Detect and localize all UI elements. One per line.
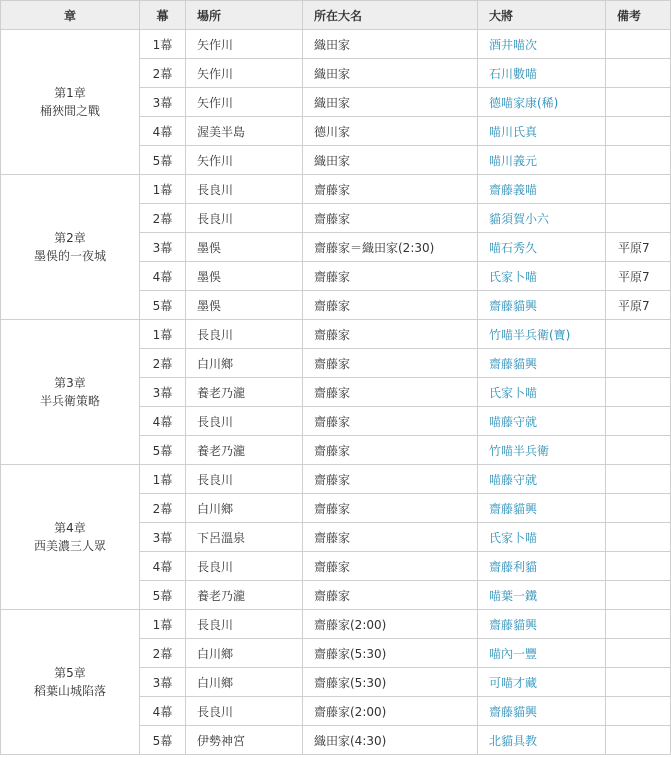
place-cell: 白川鄉 [186,668,303,697]
chapter-title: 西美濃三人眾 [33,539,106,553]
general-cell [478,639,606,668]
general-cell [478,436,606,465]
note-cell [606,204,671,233]
daimyo-cell: 織田家(4:30) [303,726,478,755]
note-cell: 平原7 [606,291,671,320]
general-cell [478,697,606,726]
table-row [1,30,671,59]
act-cell: 5幕 [140,726,186,755]
note-cell [606,349,671,378]
daimyo-cell: 齋藤家(2:00) [303,697,478,726]
daimyo-cell: 齋藤家 [303,407,478,436]
table-row [1,610,671,639]
header-chapter: 章 [1,1,140,30]
header-daimyo: 所在大名 [303,1,478,30]
daimyo-cell: 德川家 [303,117,478,146]
note-cell [606,407,671,436]
general-link[interactable]: 德喵家康(稀) [489,95,559,110]
place-cell: 矢作川 [186,88,303,117]
header-note: 備考 [606,1,671,30]
general-link[interactable]: 竹喵半兵衛 [489,443,550,458]
act-cell: 5幕 [140,436,186,465]
note-cell [606,581,671,610]
general-cell [478,146,606,175]
table-row [1,175,671,204]
general-link[interactable]: 氏家卜喵 [489,530,538,545]
header-row [1,1,671,30]
place-cell: 長良川 [186,320,303,349]
act-cell: 2幕 [140,59,186,88]
general-link[interactable]: 喵葉一鐵 [489,588,538,603]
general-cell [478,30,606,59]
general-link[interactable]: 齋藤貓興 [489,501,538,516]
general-cell [478,88,606,117]
place-cell: 養老乃瀧 [186,378,303,407]
place-cell: 矢作川 [186,59,303,88]
general-link[interactable]: 齋藤貓興 [489,298,538,313]
daimyo-cell: 齋藤家 [303,581,478,610]
note-cell [606,146,671,175]
general-cell [478,262,606,291]
place-cell: 白川鄉 [186,349,303,378]
act-cell: 3幕 [140,88,186,117]
daimyo-cell: 齋藤家 [303,320,478,349]
place-cell: 長良川 [186,465,303,494]
act-cell: 5幕 [140,146,186,175]
place-cell: 養老乃瀧 [186,581,303,610]
note-cell [606,494,671,523]
daimyo-cell: 齋藤家 [303,523,478,552]
daimyo-cell: 齋藤家 [303,262,478,291]
note-cell [606,436,671,465]
act-cell: 1幕 [140,175,186,204]
general-cell [478,349,606,378]
act-cell: 2幕 [140,349,186,378]
chapter-cell [1,465,140,610]
note-cell: 平原7 [606,262,671,291]
place-cell: 矢作川 [186,30,303,59]
act-cell: 1幕 [140,465,186,494]
place-cell: 白川鄉 [186,639,303,668]
note-cell [606,175,671,204]
place-cell: 墨俁 [186,291,303,320]
general-link[interactable]: 氏家卜喵 [489,385,538,400]
general-link[interactable]: 喵川氏真 [489,124,538,139]
chapter-cell [1,320,140,465]
place-cell: 矢作川 [186,146,303,175]
act-cell: 1幕 [140,320,186,349]
chapter-title: 稻葉山城陷落 [33,684,106,698]
general-link[interactable]: 石川數喵 [489,66,538,81]
place-cell: 墨俁 [186,233,303,262]
daimyo-cell: 齋藤家 [303,494,478,523]
general-link[interactable]: 齋藤貓興 [489,704,538,719]
general-link[interactable]: 竹喵半兵衛(寶) [489,327,571,342]
table-row [1,320,671,349]
general-cell [478,523,606,552]
daimyo-cell: 齋藤家(5:30) [303,668,478,697]
general-link[interactable]: 酒井喵次 [489,37,538,52]
general-cell [478,233,606,262]
daimyo-cell: 齋藤家 [303,204,478,233]
act-cell: 4幕 [140,262,186,291]
chapter-title: 桶狹間之戰 [39,104,100,118]
act-cell: 4幕 [140,407,186,436]
daimyo-cell: 齋藤家 [303,436,478,465]
general-link[interactable]: 喵石秀久 [489,240,538,255]
place-cell: 墨俁 [186,262,303,291]
daimyo-cell: 齋藤家 [303,349,478,378]
daimyo-cell: 齋藤家(5:30) [303,639,478,668]
chapter-number: 第4章 [54,521,86,535]
chapter-title: 墨俁的一夜城 [33,249,106,263]
note-cell [606,726,671,755]
daimyo-cell: 齋藤家 [303,175,478,204]
chapter-number: 第3章 [54,376,86,390]
place-cell: 伊勢神宮 [186,726,303,755]
header-act: 幕 [140,1,186,30]
chapter-number: 第2章 [54,231,86,245]
daimyo-cell: 齋藤家 [303,291,478,320]
act-cell: 5幕 [140,581,186,610]
note-cell [606,523,671,552]
general-link[interactable]: 氏家卜喵 [489,269,538,284]
daimyo-cell: 齋藤家＝織田家(2:30) [303,233,478,262]
general-link[interactable]: 齋藤利貓 [489,559,538,574]
note-cell [606,639,671,668]
general-link[interactable]: 可喵才藏 [489,675,538,690]
general-cell [478,465,606,494]
general-cell [478,320,606,349]
note-cell [606,668,671,697]
general-link[interactable]: 齋藤貓興 [489,617,538,632]
act-cell: 2幕 [140,494,186,523]
note-cell [606,117,671,146]
daimyo-cell: 齋藤家 [303,552,478,581]
act-cell: 3幕 [140,378,186,407]
general-link[interactable]: 喵藤守就 [489,414,538,429]
chapter-number: 第5章 [54,666,86,680]
general-cell [478,552,606,581]
general-cell [478,726,606,755]
act-cell: 3幕 [140,523,186,552]
general-link[interactable]: 喵藤守就 [489,472,538,487]
daimyo-cell: 齋藤家(2:00) [303,610,478,639]
act-cell: 4幕 [140,552,186,581]
note-cell [606,320,671,349]
chapter-cell [1,610,140,755]
daimyo-cell: 織田家 [303,30,478,59]
chapter-number: 第1章 [54,86,86,100]
daimyo-cell: 齋藤家 [303,465,478,494]
place-cell: 白川鄉 [186,494,303,523]
note-cell [606,465,671,494]
note-cell [606,697,671,726]
general-link[interactable]: 齋藤義喵 [489,182,538,197]
act-cell: 2幕 [140,204,186,233]
note-cell [606,59,671,88]
place-cell: 長良川 [186,697,303,726]
act-cell: 1幕 [140,610,186,639]
chapter-cell [1,30,140,175]
daimyo-cell: 織田家 [303,146,478,175]
place-cell: 長良川 [186,407,303,436]
act-cell: 4幕 [140,117,186,146]
act-cell: 4幕 [140,697,186,726]
general-cell [478,117,606,146]
general-link[interactable]: 喵川義元 [489,153,538,168]
place-cell: 下呂溫泉 [186,523,303,552]
general-cell [478,581,606,610]
table-row [1,465,671,494]
table-body [1,30,671,755]
general-cell [478,378,606,407]
act-cell: 2幕 [140,639,186,668]
note-cell [606,378,671,407]
daimyo-cell: 齋藤家 [303,378,478,407]
place-cell: 長良川 [186,204,303,233]
header-place: 場所 [186,1,303,30]
general-link[interactable]: 貓須賀小六 [489,211,550,226]
general-link[interactable]: 齋藤貓興 [489,356,538,371]
note-cell: 平原7 [606,233,671,262]
note-cell [606,30,671,59]
header-general: 大將 [478,1,606,30]
place-cell: 養老乃瀧 [186,436,303,465]
chapter-cell [1,175,140,320]
chapter-title: 半兵衛策略 [39,394,100,408]
act-cell: 3幕 [140,233,186,262]
general-link[interactable]: 喵內一豐 [489,646,538,661]
act-cell: 5幕 [140,291,186,320]
daimyo-cell: 織田家 [303,59,478,88]
note-cell [606,88,671,117]
general-link[interactable]: 北貓具教 [489,733,538,748]
place-cell: 長良川 [186,610,303,639]
general-cell [478,668,606,697]
note-cell [606,610,671,639]
general-cell [478,291,606,320]
general-cell [478,59,606,88]
act-cell: 1幕 [140,30,186,59]
act-cell: 3幕 [140,668,186,697]
note-cell [606,552,671,581]
general-cell [478,610,606,639]
general-cell [478,407,606,436]
place-cell: 長良川 [186,552,303,581]
general-cell [478,204,606,233]
place-cell: 長良川 [186,175,303,204]
general-cell [478,175,606,204]
place-cell: 渥美半島 [186,117,303,146]
general-cell [478,494,606,523]
table-header [1,1,671,30]
daimyo-cell: 織田家 [303,88,478,117]
